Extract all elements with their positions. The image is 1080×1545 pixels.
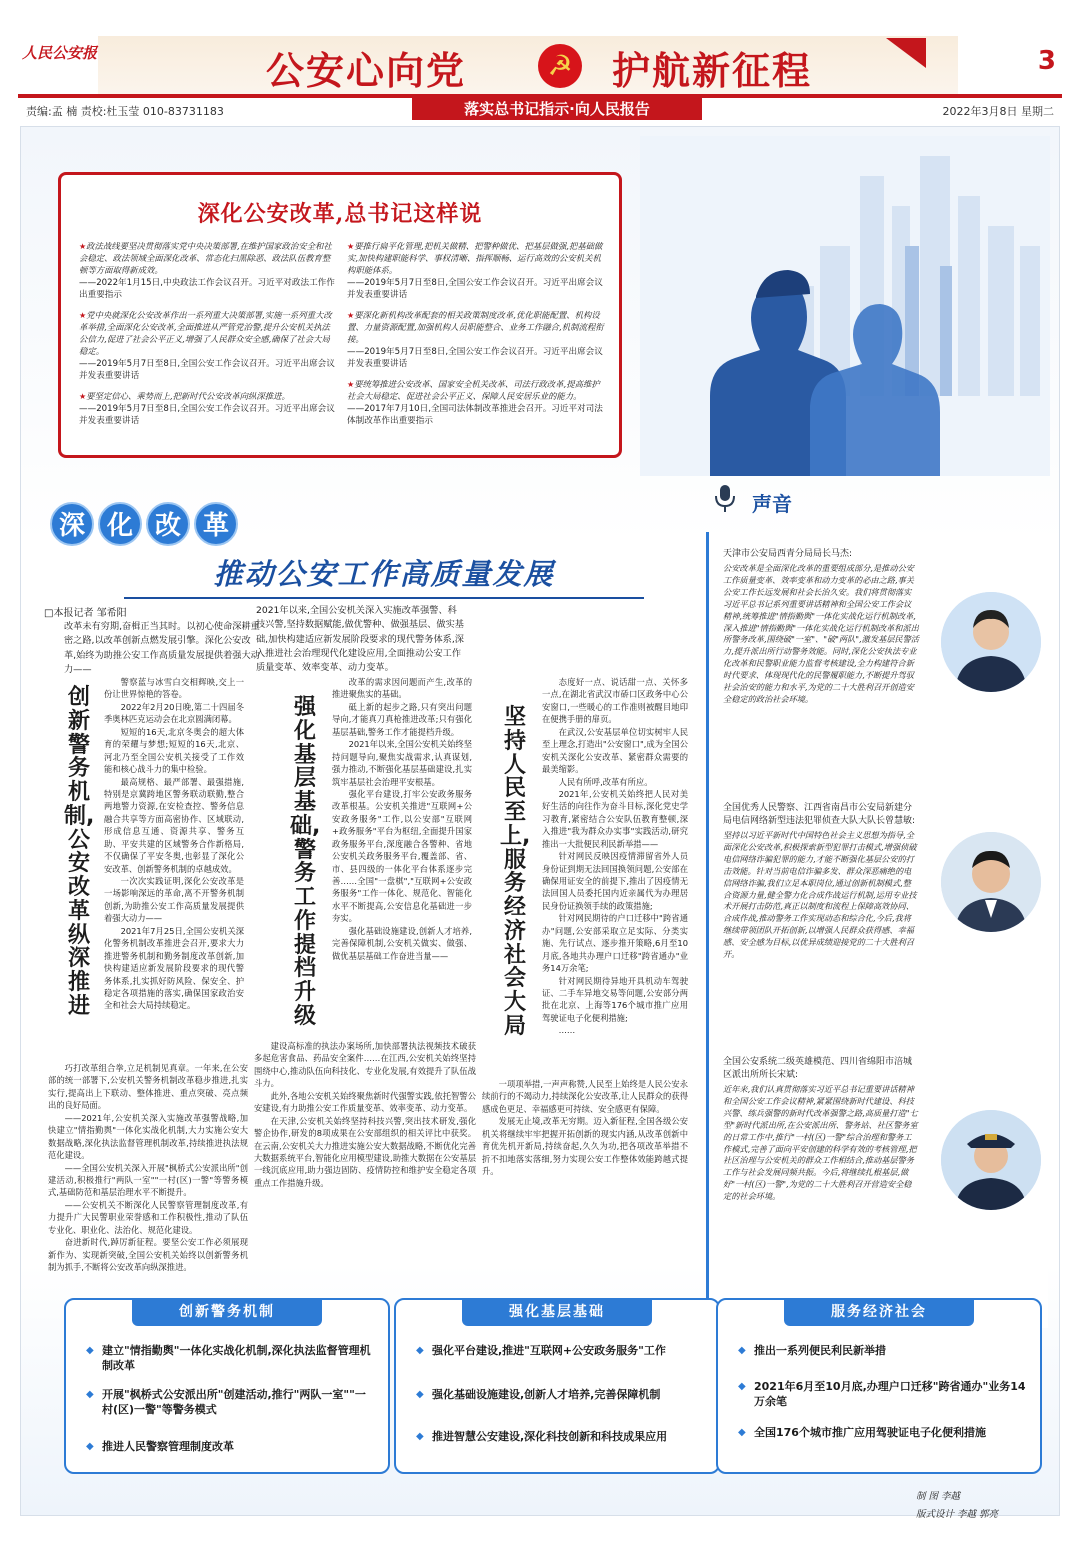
summary-box xyxy=(394,1298,720,1474)
article-lead: 改革未有穷期,奋楫正当其时。以初心使命深耕重密之路,以改革创新点燃发展引擎。深化公安改革,始终为助推公安工作高质量发展提供着强大动力—— xyxy=(64,621,260,675)
masthead-title-right: 护航新征程 xyxy=(612,48,813,93)
quote-column-left xyxy=(79,241,337,437)
star-icon: ★ xyxy=(79,311,87,321)
masthead xyxy=(18,36,1062,96)
flag-icon xyxy=(886,38,926,68)
voice-item xyxy=(723,802,919,961)
masthead-skyline-image xyxy=(98,36,958,96)
editor-credits: 责编:孟 楠 责校:杜玉莹 010-83731183 xyxy=(26,105,224,118)
quote-item: ★要坚定信心、乘势而上,把新时代公安改革向纵深推进。 ——2019年5月7日至8日,全国公安工作会议召开。习近平出席会议并发表重要讲话 xyxy=(79,391,335,427)
star-icon: ★ xyxy=(347,311,355,321)
article-byline: □本报记者 邹希阳 xyxy=(44,608,127,619)
masthead-title-left: 公安心向党 xyxy=(266,48,467,93)
article-column: 警察蓝与冰雪白交相辉映,交上一份让世界惊艳的答卷。 2022年2月20日晚,第二十四届冬季奥林匹克运动会在北京圆满闭幕。 短短的16天,北京冬奥会的超大体育的荣耀与梦想;短短的16天,北京、河北乃至全国公安机关接受了工作效能和核心战斗力的集中检验。 最高规格、最严部署、最强措施,特别是京冀跨地区警务联动联勤,整合两地警力资源,在安检查控、警务信息融合共享等方面高密协作、区域联动,形成信息互通、资源共享、警务互助、平安共建的区域警务合作新格局,不仅确保了平安冬奥,也彰显了深化公安改革、创新警务机制的卓越成效。 一次次实践证明,深化公安改革是一场影响深远的革命,离不开警务机制创新,为助推公安工作高质量发展提供着强大动力—— 2021年7月25日,全国公安机关深化警务机制改革推进会召开,要求大力推进警务机制和勤务制度改革创新,加快构建适应新发展阶段要求的现代警务体系,扎实抓好防风险、保安全、护稳定各项措施的落实,确保国家政治安全和社会大局持续稳定。 xyxy=(104,677,244,1011)
quote-box xyxy=(58,172,622,458)
summary-box xyxy=(716,1298,1042,1474)
article-lead-continued: 2021年以来,全国公安机关深入实施改革强警、科技兴警,坚持数据赋能,做优警种、做强基层、做实基础,加快构建适应新发展阶段要求的现代警务体系,深入推进社会治理现代化建设应用,全面推动公安工作质量变革、效率变革、动力变革。 xyxy=(256,605,464,673)
party-emblem-icon: ☭ xyxy=(538,44,582,88)
section-title-grassroots: 强化基层基础,警务工作提档升级 xyxy=(290,695,321,1029)
issue-date: 2022年3月8日 星期二 xyxy=(942,105,1054,118)
voice-quote: 坚持以习近平新时代中国特色社会主义思想为指导,全面深化公安改革,积极探索新型犯罪打击模式,增强侦破电信网络诈骗犯罪的能力,才能不断强化基层公安的打击效能。针对当前电信诈骗多发、群众深恶痛绝的电信网络诈骗,我们立足本职岗位,通过创新机制模式,整合资源力量,健全警力化合成作战运行机制,运用专业技术开展打击防范,真正以制度和流程上保障高效协同、合成作战,推动警务工作实现动态和综合化,今后,我将继续带领团队开拓创新,以增强人民群众获得感、幸福感、安全感为目标,以优异成绩迎接党的二十大胜利召开。 xyxy=(723,830,917,959)
summary-item: ◆ 2021年6月至10月底,办理户口迁移"跨省通办"业务14万余笔 xyxy=(738,1380,1028,1410)
credit-line: 制 图 李越 xyxy=(916,1491,961,1502)
voice-item xyxy=(723,1056,919,1203)
summary-item: ◆ 开展"枫桥式公安派出所"创建活动,推行"两队一室""一村(区)一警"等警务模式 xyxy=(86,1388,376,1418)
star-icon: ★ xyxy=(79,392,87,402)
microphone-icon xyxy=(712,484,738,514)
credits xyxy=(916,1488,998,1524)
section-tag-char: 改 xyxy=(146,502,190,546)
section-slogan: 落实总书记指示·向人民报告 xyxy=(412,98,702,120)
article-column: 建设高标准的执法办案场所,加快部署执法视频技术破获多起危害食品、药品安全案件……在江西,公安机关始终坚持围绕中心,推动队伍向科技化、专业化发展,有效提升了队伍战斗力。 此外,各地公安机关始终聚焦新时代强警实践,依托智警公安建设,有力助推公安工作质量变革、效率变革、动力变革。 在天津,公安机关始终坚持科技兴警,突出技术研发,强化警企协作,研发的8项成果在公安部组织的相关评比中获奖。在云南,公安机关大力推进实施公安大数据战略,不断优化完善大数据系统平台,智能化应用模型建设,助推大数据在公安基层一线沉底应用,助力强边固防、疫情防控和维护安全稳定各项重点工作措施升级。 xyxy=(254,1041,476,1188)
summary-item: ◆ 推进人民警察管理制度改革 xyxy=(86,1440,376,1455)
quote-item: ★要推行扁平化管理,把机关做精、把警种做优、把基层做强,把基础做实,加快构建职能科学、事权清晰、指挥顺畅、运行高效的公安机关机构职能体系。 ——2019年5月7日至8日,全国公安工作会议召开。习近平出席会议并发表重要讲话 xyxy=(347,241,603,300)
info-bar xyxy=(18,98,1062,120)
star-icon: ★ xyxy=(347,380,355,390)
summary-box-title: 强化基层基础 xyxy=(462,1298,652,1326)
speaker-portrait xyxy=(941,592,1041,692)
quote-item: ★政法战线要坚决贯彻落实党中央决策部署,在维护国家政治安全和社会稳定、政法领域全面深化改革、常态化扫黑除恶、政法队伍教育整顿等方面取得新成效。 ——2022年1月15日,中央政法工作会议召开。习近平对政法工作作出重要指示 xyxy=(79,241,335,300)
article-column: 态度好一点、说话甜一点、关怀多一点,在湖北省武汉市硚口区政务中心公安窗口,一些暖心的工作准则被醒目地印在便携手册的扉页。 在武汉,公安基层单位切实树牢人民至上理念,打造出"公安窗口",成为全国公安机关深化公安改革、紧密群众需要的最美缩影。 人民有所呼,改革有所应。 2021年,公安机关始终把人民对美好生活的向往作为奋斗目标,深化党史学习教育,紧密结合公安队伍教育整顿,深入推进"我为群众办实事"实践活动,研究推出一大批便民利民新举措—— 针对网民反映因疫情滞留省外人员身份证到期无法回国换领问题,公安部在确保用证安全的前提下,推出了因疫情无法回国人员委托国内近亲属代为办理居民身份证换领手续的政策措施; 针对网民期待的户口迁移中"跨省通办"问题,公安部采取立足实际、分类实施、先行试点、逐步推开策略,6月至10月底,各地共办理户口迁移"跨省通办"业务14万余笔; 针对网民期待异地开具机动车驾驶证、二手车异地交易等问题,公安部分两批在北京、上海等176个城市推广应用驾驶证电子化便利措施; …… xyxy=(542,677,688,1036)
summary-box xyxy=(64,1298,390,1474)
section-title-innovate: 创新警务机制,公安改革纵深推进 xyxy=(64,685,95,1019)
star-icon: ★ xyxy=(79,242,87,251)
article-column: 一项项举措,一声声称赞,人民至上始终是人民公安永续前行的不竭动力,持续深化公安改革,让人民群众的获得感成色更足、幸福感更可持续、安全感更有保障。 发展无止境,改革无穷期。迈入新征程,全国各级公安机关将继续牢牢把握开拓创新的现实内涵,从改革创新中育优先机开新局,持续奋起,久久为功,把各项改革举措不折不扣地落实落细,努力实现公安工作整体效能跨越式提升。 xyxy=(482,1079,688,1177)
summary-item: ◆ 全国176个城市推广应用驾驶证电子化便利措施 xyxy=(738,1426,1028,1441)
summary-item: ◆ 推出一系列便民利民新举措 xyxy=(738,1344,1028,1359)
voice-speaker: 天津市公安局西青分局局长马杰: xyxy=(723,549,853,559)
article-column: 改革的需求因问题而产生,改革的推进聚焦实的基础。 砥上新的起步之路,只有突出问题导向,才能真刀真枪推进改革;只有强化基层基础,警务工作才能提档升级。 2021年以来,全国公安机关始终坚持问题导向,聚焦实战需求,认真谋划,强力推动,不断强化基层基础建设,扎实筑牢基层社会治理平安根基。 强化平台建设,打牢公安政务服务改革根基。公安机关推进"互联网+公安政务服务"工作,以公安部"互联网+政务服务"平台为枢纽,全面提升国家政务服务平台,深度融合各警种、省地公安机关政务服务平台,覆盖部、省、市、县四级的一体化平台体系逐步完善……全国"一盘棋","互联网+公安政务服务"工作一体化、规范化、智能化水平不断提高,公安信息化基础进一步夯实。 强化基础设施建设,创新人才培养,完善保障机制,公安机关做实、做强、做优基层基础工作奋进当量—— xyxy=(332,677,472,961)
voice-speaker: 全国优秀人民警察、江西省南昌市公安局新建分局电信网络新型违法犯罪侦查大队大队长曾慧敏: xyxy=(723,803,916,827)
section-tag-char: 化 xyxy=(98,502,142,546)
quote-item: ★要深化新机构改革配套的相关政策制度改革,优化职能配置、机构设置、力量资源配置,加强机构人员职能整合、业务工作融合,机制流程衔接。 ——2019年5月7日至8日,全国公安工作会议召开。习近平出席会议并发表重要讲话 xyxy=(347,310,604,370)
quote-box-title: 深化公安改革,总书记这样说 xyxy=(197,201,483,227)
voice-speaker: 全国公安系统二级英雄模范、四川省绵阳市涪城区派出所所长宋斌: xyxy=(723,1057,913,1081)
summary-item: ◆ 强化平台建设,推进"互联网+公安政务服务"工作 xyxy=(416,1344,706,1359)
quote-item: ★要统筹推进公安改革、国家安全机关改革、司法行政改革,提高维护社会大局稳定、促进社会公平正义、保障人民安居乐业的能力。 ——2017年7月10日,全国司法体制改革推进会召开。习近平对司法体制改革作出重要指示 xyxy=(347,379,603,427)
voices-panel xyxy=(706,532,1048,1328)
quote-item: ★党中央就深化公安改革作出一系列重大决策部署,实施一系列重大改革举措,全面深化公安改革,全面推进从严管党治警,提升公安机关执法公信力,促进了社会公平正义,增强了人民群众安全感,确保了社会大局稳定。 ——2019年5月7日至8日,全国公安工作会议召开。习近平出席会议并发表重要讲话 xyxy=(79,310,335,382)
summary-item: ◆ 强化基础设施建设,创新人才培养,完善保障机制 xyxy=(416,1388,706,1403)
voice-quote: 公安改革是全面深化改革的重要组成部分,是推动公安工作质量变革、效率变革和动力变革的必由之路,事关公安工作长远发展和社会长治久安。我们将贯彻落实习近平总书记系列重要讲话精神和全国公安工作会议精神,统筹推进"情指勤舆"一体化实战化运行机制改革,深入推进"情指勤舆"一体化实战化运行机制改革和派出所警务改革,围绕破"一室"、"破"两队",激发基层民警活力,提升派出所行动警务效能。同时,深化公安执法专业化改革和民警职业能力监督考核建设,全力构建符合新时代要求、体现现代化的民警履职能力,不断提升驾驭社会治安的能力和水平,为党的二十大胜利召开创造安全稳定的政治社会环境。 xyxy=(723,563,919,704)
speaker-portrait xyxy=(941,832,1041,932)
police-silhouette-illustration xyxy=(640,136,1050,476)
newspaper-logo: 人民公安报 xyxy=(22,44,98,62)
voices-header xyxy=(706,482,1046,518)
section-tag xyxy=(50,502,238,546)
credit-line: 版式设计 李越 郭亮 xyxy=(916,1509,999,1521)
section-tag-char: 深 xyxy=(50,502,94,546)
quote-column-right xyxy=(347,241,605,437)
section-tag-char: 革 xyxy=(194,502,238,546)
summary-box-title: 服务经济社会 xyxy=(784,1298,974,1326)
voice-quote: 近年来,我们认真贯彻落实习近平总书记重要讲话精神和全国公安工作会议精神,紧紧围绕新时代建设、科技兴警、练兵强警的新时代改革强警之路,高质量打造"七型"新时代派出所,在公安派出所、警务站、社区警务室的日常工作中,推行"一村(区)一警"综合治理和警务工作模式,完善了面向平安创建的科学有效的考核管理,把社区治理与公安机关的群众工作相结合,推动基层警务工作与社会发展同频共振。今后,将继续扎根基层,做好"一村(区)一警",为党的二十大胜利召开营造安全稳定的社会环境。 xyxy=(723,1084,918,1202)
voice-item xyxy=(723,548,919,706)
summary-item: ◆ 推进智慧公安建设,深化科技创新和科技成果应用 xyxy=(416,1430,706,1445)
section-title-people-first: 坚持人民至上,服务经济社会大局 xyxy=(500,705,531,1039)
page-number: 3 xyxy=(1037,46,1056,76)
summary-item: ◆ 建立"情指勤舆"一体化实战化机制,深化执法监督管理机制改革 xyxy=(86,1344,376,1374)
article-column: 巧打改革组合拳,立足机制见真章。一年来,在公安部的统一部署下,公安机关警务机制改革稳步推进,扎实实行,提高出上下联动、整体推进、重点突破、亮点频出的良好局面。 ——2021年,公安机关深入实施改革强警战略,加快建立"情指勤舆"一体化实战化机制,大力实施公安大数据战略,深化执法监督管理机制改革,持续推进执法规范化建设。 ——全国公安机关深入开展"枫桥式公安派出所"创建活动,积极推行"两队一室""一村(区)一警"等警务模式,基础防范和基层治理水平不断提升。 ——公安机关不断深化人民警察管理制度改革,有力提升广大民警职业荣誉感和工作积极性,推动了队伍专业化、职业化、法治化、规范化建设。 奋进新时代,踔厉新征程。要坚公安工作必须展现新作为、实现新突破,全国公安机关始终以创新警务机制为抓手,不断将公安改革向纵深推进。 xyxy=(48,1063,248,1272)
voices-label: 声音 xyxy=(752,492,792,516)
speaker-portrait xyxy=(941,1110,1041,1210)
star-icon: ★ xyxy=(347,242,355,251)
article-headline: 推动公安工作高质量发展 xyxy=(124,552,644,599)
summary-box-title: 创新警务机制 xyxy=(132,1298,322,1326)
